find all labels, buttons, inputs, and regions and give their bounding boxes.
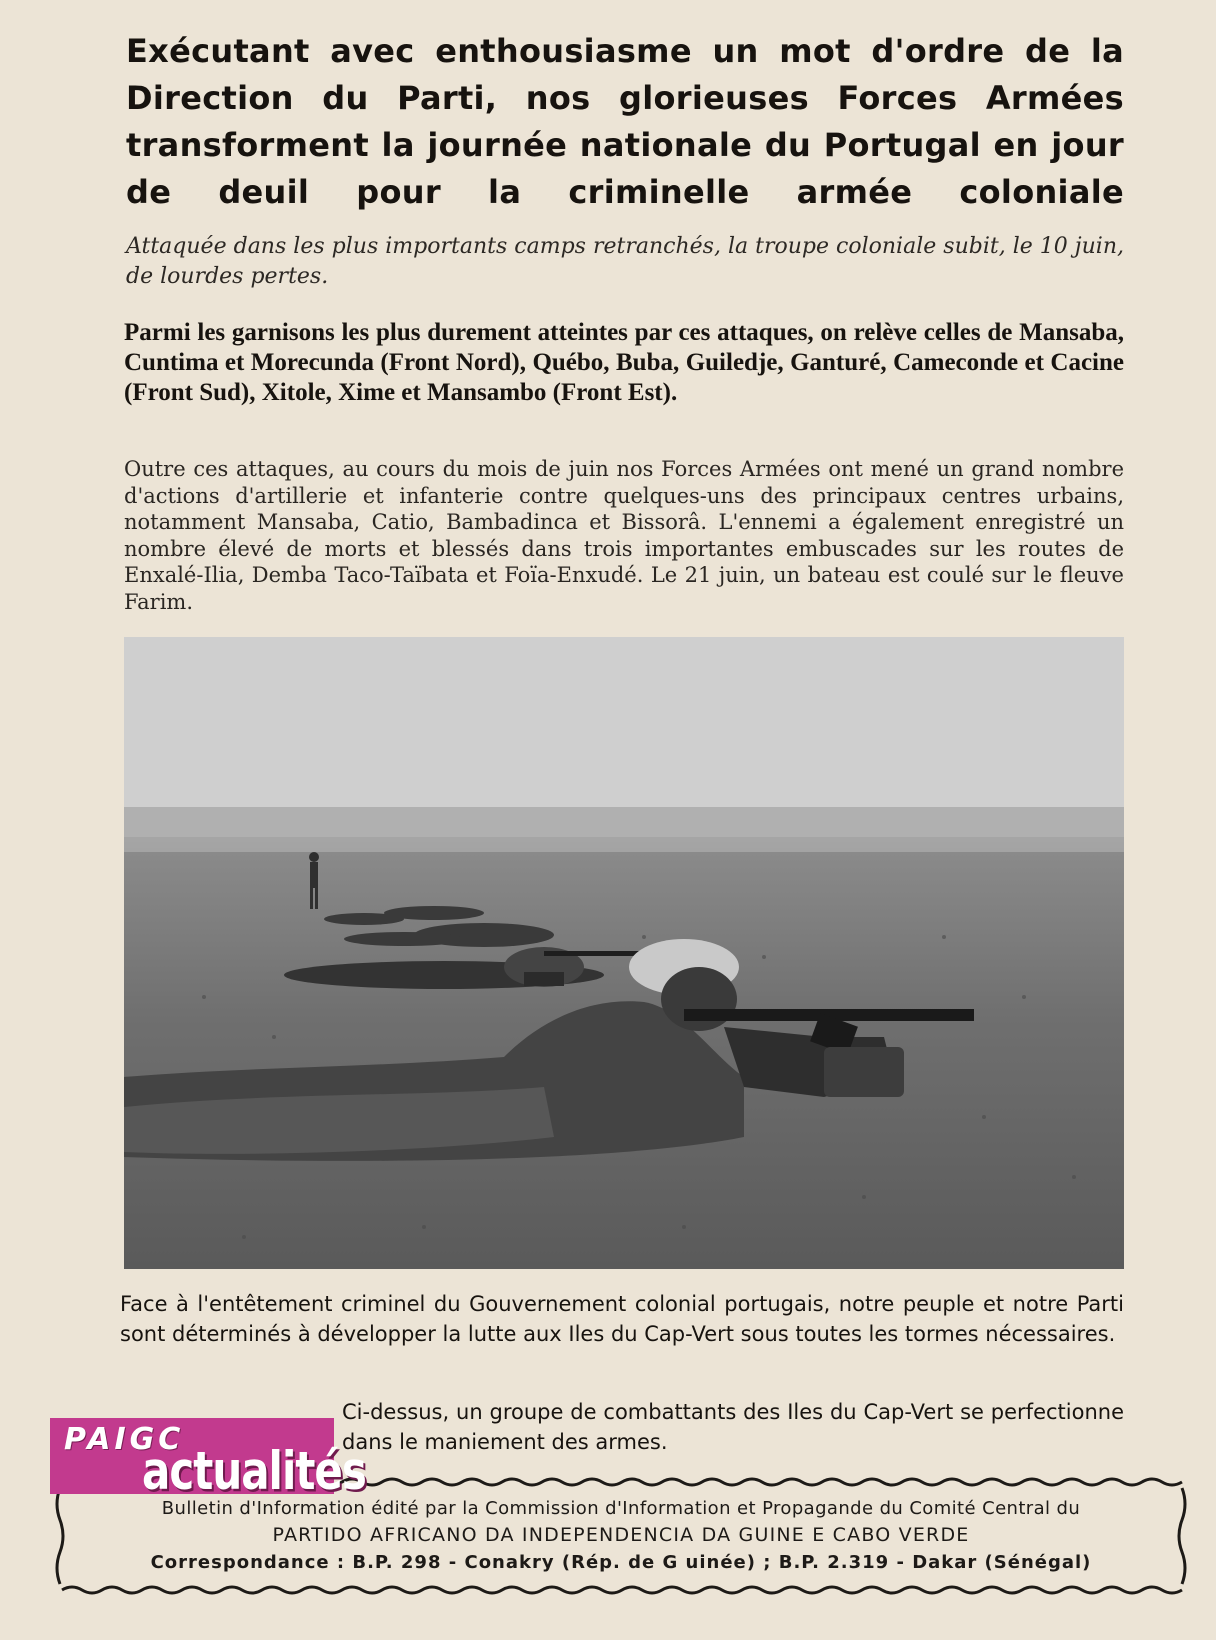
footer-bulletin-line: Bulletin d'Information édité par la Commission d'Information et Propagande du Comité Central du bbox=[161, 1498, 1081, 1519]
photo-illustration bbox=[124, 637, 1124, 1269]
logo-paigc-text: PAIGC bbox=[64, 1422, 185, 1457]
headline: Exécutant avec enthousiasme un mot d'ordre de la Direction du Parti, nos glorieuses Forces Armées transforment la journée nationale du Portugal en jour de deuil pour la criminelle armée coloniale bbox=[126, 32, 1124, 211]
soldiers-photo bbox=[124, 637, 1124, 1269]
photo-caption-secondary: Ci-dessus, un groupe de combattants des Iles du Cap-Vert se perfectionne dans le maniement des armes. bbox=[342, 1400, 1124, 1454]
paigc-actualites-logo bbox=[50, 1418, 366, 1502]
photo-caption: Face à l'entêtement criminel du Gouvernement colonial portugais, notre peuple et notre Parti sont déterminés à développer la lutte aux Iles du Cap-Vert sous toutes les tormes nécessaires. bbox=[120, 1292, 1124, 1346]
footer-correspondence: Correspondance : B.P. 298 - Conakry (Rép. de G uinée) ; B.P. 2.319 - Dakar (Sénégal) bbox=[150, 1552, 1092, 1573]
logo-actualites-text: actualités bbox=[142, 1440, 366, 1502]
lede-subtitle: Attaquée dans les plus importants camps retranchés, la troupe coloniale subit, le 10 juin, de lourdes pertes. bbox=[126, 234, 1124, 289]
footer-party-name: PARTIDO AFRICANO DA INDEPENDENCIA DA GUINE E CABO VERDE bbox=[272, 1524, 970, 1546]
body-paragraph: Outre ces attaques, au cours du mois de juin nos Forces Armées ont mené un grand nombre d'actions d'artillerie et infanterie contre quelques-uns des principaux centres urbains, notamment Mansaba, Catio, Bambadinca et Bissorâ. L'ennemi a également enregistré un nombre élevé de morts et blessés dans trois importantes embuscades sur les routes de Enxalé-Ilia, Demba Taco-Taïbata et Foïa-Enxudé. Le 21 juin, un bateau est coulé sur le fleuve Farim. bbox=[124, 457, 1124, 614]
garrisons-paragraph: Parmi les garnisons les plus durement atteintes par ces attaques, on relève celles de Mansaba, Cuntima et Morecunda (Front Nord), Québo, Buba, Guiledje, Ganturé, Cameconde et Cacine (Front Sud), Xitole, Xime et Mansambo (Front Est). bbox=[124, 319, 1124, 406]
